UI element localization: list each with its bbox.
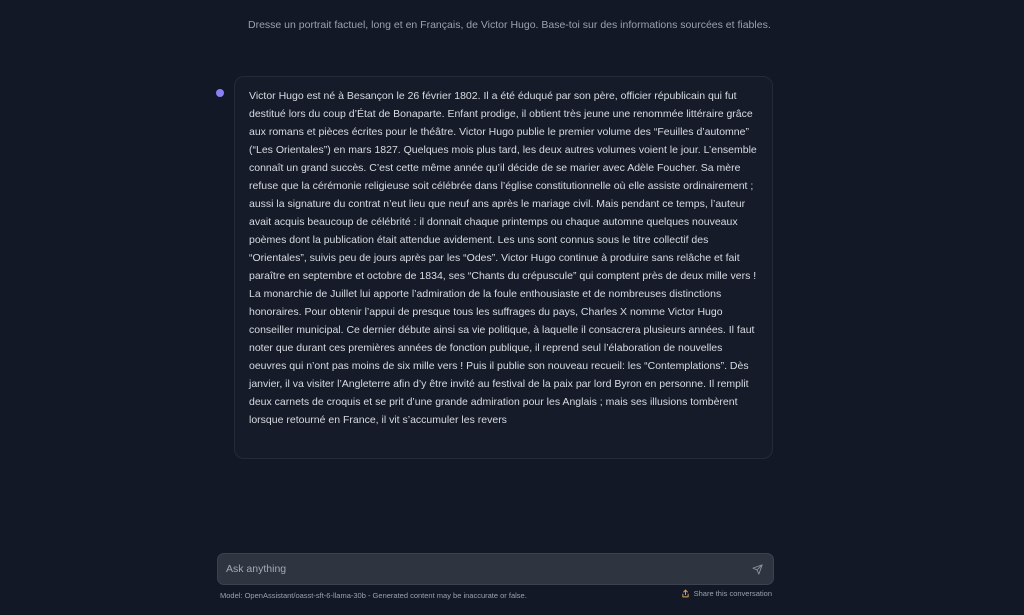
assistant-avatar-dot bbox=[216, 89, 224, 97]
model-disclaimer: Model: OpenAssistant/oasst-sft-6-llama-30b - Generated content may be inaccurate or false. bbox=[220, 591, 527, 600]
share-conversation-link[interactable] bbox=[681, 589, 772, 598]
send-button[interactable] bbox=[749, 561, 765, 577]
assistant-message-card bbox=[234, 76, 773, 459]
user-message: Dresse un portrait factuel, long et en Français, de Victor Hugo. Base-toi sur des informations sourcées et fiables. bbox=[248, 19, 771, 31]
chat-input[interactable] bbox=[226, 554, 746, 584]
assistant-message: Victor Hugo est né à Besançon le 26 février 1802. Il a été éduqué par son père, officier républicain qui fut destitué lors du coup d’État de Bonaparte. Enfant prodige, il obtient très jeune une renommée littéraire grâce aux romans et pièces écrites pour le théâtre. Victor Hugo publie le premier volume des “Feuilles d’automne” (“Les Orientales”) en mars 1827. Quelques mois plus tard, les deux autres volumes voient le jour. L’ensemble connaît un grand succès. C’est cette même année qu’il décide de se marier avec Adèle Foucher. Sa mère refuse que la cérémonie religieuse soit célébrée dans l’église constitutionnelle où elle assiste ordinairement ; aussi la signature du contrat n’eut lieu que neuf ans après le mariage civil. Mais pendant ce temps, l’auteur avait acquis beaucoup de célébrité : il donnait chaque printemps ou chaque automne quelques nouveaux poèmes dont la publication était attendue avidement. Les uns sont connus sous le titre collectif des “Orientales”, suivis peu de jours après par les “Odes”. Victor Hugo continue à produire sans relâche et fait paraître en septembre et octobre de 1834, ses “Chants du crépuscule” qui comptent près de deux mille vers ! La monarchie de Juillet lui apporte l’admiration de la foule enthousiaste et de nombreuses distinctions honoraires. Pour obtenir l’appui de presque tous les suffrages du pays, Charles X nomme Victor Hugo conseiller municipal. Ce dernier débute ainsi sa vie politique, à laquelle il consacrera plusieurs années. Il faut noter que durant ces premières années de fonction publique, il reprend seul l’élaboration de nouvelles oeuvres qui n’ont pas moins de six mille vers ! Puis il publie son nouveau recueil: les “Contemplations”. Dès janvier, il va visiter l’Angleterre afin d’y être invité au festival de la paix par lord Byron en personne. Il remplit deux carnets de croquis et se prit d’une grande admiration pour les Anglais ; mais ses illusions tombèrent lorsque retourné en France, il vit s’accumuler les revers bbox=[249, 90, 757, 426]
share-label: Share this conversation bbox=[693, 589, 772, 598]
send-icon bbox=[752, 564, 763, 575]
share-icon bbox=[681, 589, 690, 598]
composer bbox=[217, 553, 774, 585]
